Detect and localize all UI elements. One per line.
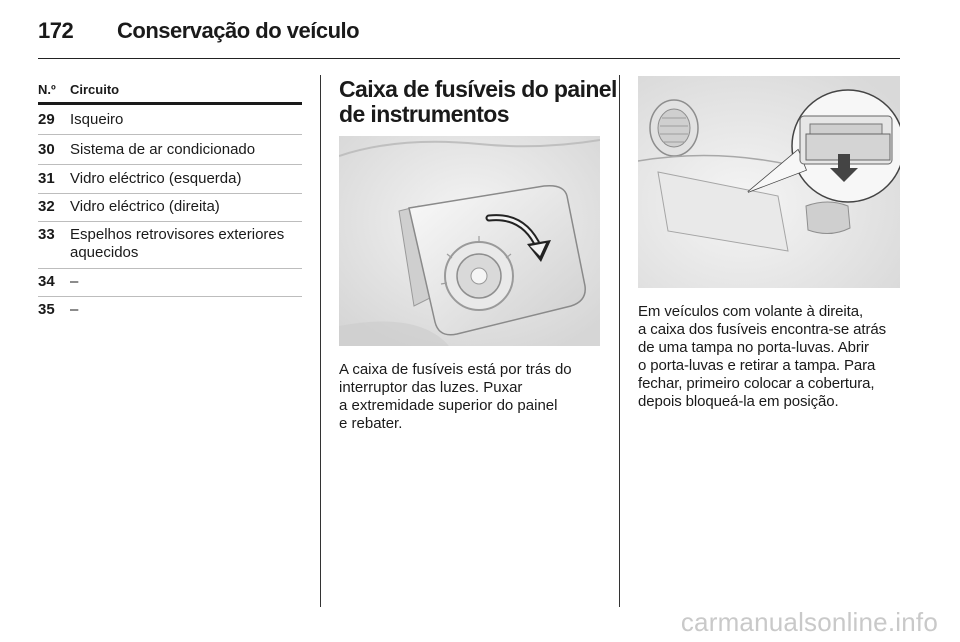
- table-header-rule: [38, 102, 302, 105]
- instrument-panel-instructions: A caixa de fusíveis está por trás do interruptor das luzes. Puxar a extremidade superior do painel e rebater.: [339, 361, 572, 432]
- fuse-number: 34: [38, 273, 55, 290]
- row-divider: [38, 193, 302, 194]
- fuse-circuit: Isqueiro: [70, 111, 124, 128]
- fuse-circuit: –: [70, 273, 79, 290]
- fuse-number: 32: [38, 198, 55, 215]
- fuse-circuit: Vidro eléctrico (direita): [70, 198, 220, 215]
- row-divider: [38, 134, 302, 135]
- column-divider-right: [619, 75, 620, 607]
- fuse-table: [38, 82, 302, 100]
- glovebox-fusebox-illustration: [638, 76, 900, 288]
- fuse-number: 30: [38, 141, 55, 158]
- fuse-number: 35: [38, 301, 55, 318]
- glovebox-instructions: Em veículos com volante à direita, a caixa dos fusíveis encontra-se atrás de uma tampa no porta-luvas. Abrir o porta-luvas e retirar a tampa. Para fechar, primeiro colocar a cobertura, depois bloqueá-la em posição.: [638, 303, 886, 410]
- fuse-circuit: Espelhos retrovisores exteriores aquecidos: [70, 226, 285, 261]
- fuse-circuit: –: [70, 301, 79, 318]
- row-divider: [38, 221, 302, 222]
- row-divider: [38, 164, 302, 165]
- fuse-number: 29: [38, 111, 55, 128]
- fuse-circuit: Sistema de ar condicionado: [70, 141, 256, 158]
- site-watermark: carmanualsonline.info: [680, 607, 938, 637]
- table-header: [38, 82, 302, 100]
- row-divider: [38, 296, 302, 297]
- fuse-number: 33: [38, 226, 55, 243]
- page-title: Conservação do veículo: [117, 18, 360, 43]
- row-divider: [38, 268, 302, 269]
- header-circuit: Circuito: [70, 82, 120, 97]
- fuse-number: 31: [38, 170, 55, 187]
- page-number: 172: [38, 18, 74, 43]
- section-title: Caixa de fusíveis do painel de instrumentos: [339, 76, 617, 127]
- header-number: N.º: [38, 82, 56, 97]
- instrument-panel-fusebox-illustration: [339, 136, 600, 346]
- column-divider-left: [320, 75, 321, 607]
- fuse-circuit: Vidro eléctrico (esquerda): [70, 170, 242, 187]
- header-rule: [38, 58, 900, 59]
